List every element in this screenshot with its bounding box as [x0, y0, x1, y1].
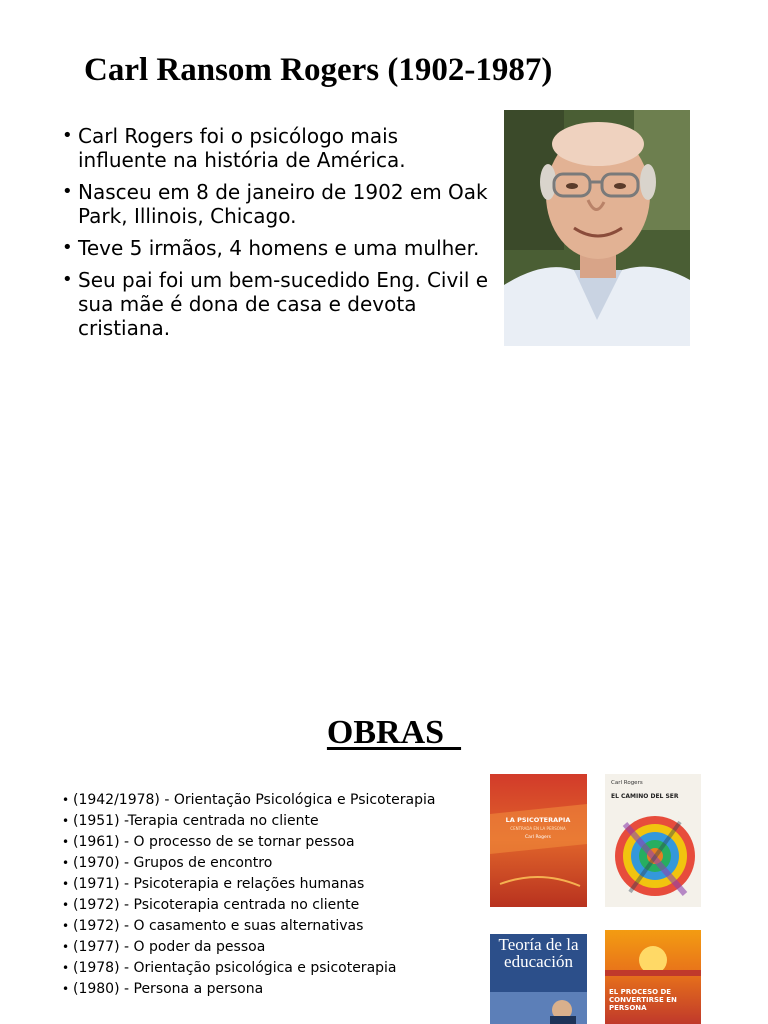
book-cover-proceso-persona — [605, 930, 701, 1024]
work-item: • (1951) -Terapia centrada no cliente — [62, 813, 472, 829]
portrait-photo — [504, 110, 690, 346]
work-item: • (1970) - Grupos de encontro — [62, 855, 472, 871]
book-subtitle: CENTRADA EN LA PERSONA — [510, 826, 566, 831]
book-cover-teoria-educacion — [490, 934, 587, 1024]
book-cover-camino-del-ser — [605, 774, 701, 907]
bullet-item: • Seu pai foi um bem-sucedido Eng. Civil e sua mãe é dona de casa e devota cristiana. — [62, 268, 492, 340]
work-item: • (1961) - O processo de se tornar pessoa — [62, 834, 472, 850]
work-item: • (1978) - Orientação psicológica e psicoterapia — [62, 960, 472, 976]
work-item: • (1972) - O casamento e suas alternativas — [62, 918, 472, 934]
slide-title — [0, 714, 768, 752]
book-cover-psicoterapia — [490, 774, 587, 907]
book-title: EL PROCESO DE CONVERTIRSE EN PERSONA — [609, 988, 677, 1012]
bullet-item: • Carl Rogers foi o psicólogo mais influente na história de América. — [62, 124, 492, 172]
book-title: LA PSICOTERAPIA — [505, 816, 571, 824]
book-title: EL CAMINO DEL SER — [611, 793, 679, 800]
slide-works — [0, 680, 768, 1024]
book-author: Carl Rogers — [525, 835, 551, 840]
work-item: • (1977) - O poder da pessoa — [62, 939, 472, 955]
slide-title-text: OBRAS — [326, 714, 462, 751]
works-list — [62, 792, 472, 1002]
slide-title: Carl Ransom Rogers (1902-1987) — [84, 52, 553, 88]
work-item: • (1980) - Persona a persona — [62, 981, 472, 997]
bullet-item: • Nasceu em 8 de janeiro de 1902 em Oak Park, Illinois, Chicago. — [62, 180, 492, 228]
book-author: Carl Rogers — [611, 780, 643, 786]
book-title: Teoría de la educación — [498, 936, 579, 971]
bullet-item: • Teve 5 irmãos, 4 homens e uma mulher. — [62, 236, 492, 260]
work-item: • (1972) - Psicoterapia centrada no cliente — [62, 897, 472, 913]
bullet-list — [62, 124, 492, 348]
work-item: • (1971) - Psicoterapia e relações humanas — [62, 876, 472, 892]
work-item: • (1942/1978) - Orientação Psicológica e Psicoterapia — [62, 792, 472, 808]
